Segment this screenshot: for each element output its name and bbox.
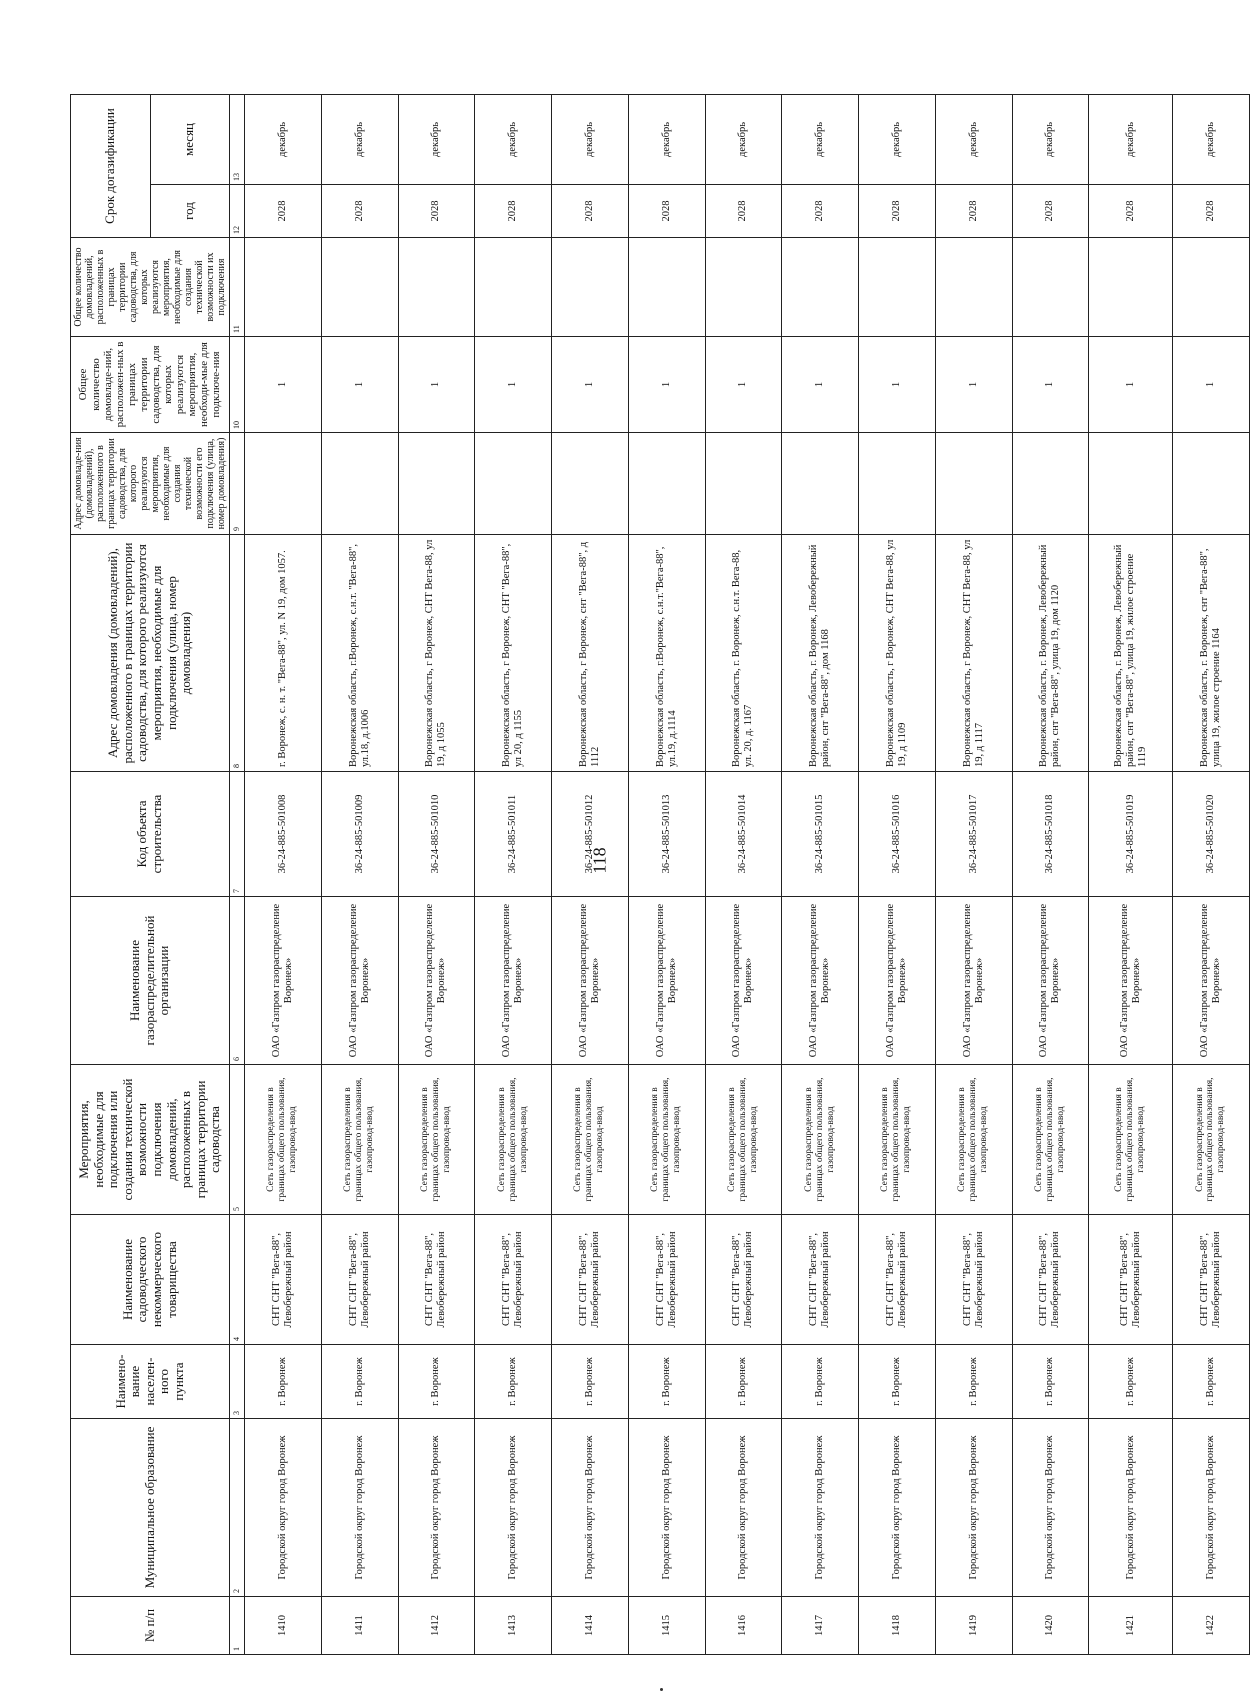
cell-snt: СНТ СНТ "Вега-88", Левобережный район [935,1215,1012,1345]
cell-month: декабрь [321,95,398,185]
cell-code: 36-24-885-501009 [321,772,398,897]
cell-measures: Сеть газораспределения в границах общего пользования, газопровод-ввод [705,1065,782,1215]
page-number: 118 [589,847,610,874]
cell-address2 [552,433,629,535]
cell-address: Воронежская область, г. Воронеж, Левобережный район, снт "Вега-88", улица 19, жилое строение 1119 [1089,535,1173,772]
cell-num: 1416 [705,1597,782,1655]
cell-month: декабрь [245,95,322,185]
cell-month: декабрь [935,95,1012,185]
cell-gdo: ОАО «Газпром газораспределение Воронеж» [1172,897,1249,1065]
cell-municipality: Городской округ город Воронеж [705,1419,782,1597]
cell-settlement: г. Воронеж [245,1345,322,1419]
cell-month: декабрь [398,95,475,185]
header-municipality: Муниципальное образование [71,1419,230,1597]
cell-settlement: г. Воронеж [475,1345,552,1419]
column-number: 3 [230,1345,245,1419]
cell-address2 [245,433,322,535]
cell-settlement: г. Воронеж [628,1345,705,1419]
cell-month: декабрь [859,95,936,185]
cell-gdo: ОАО «Газпром газораспределение Воронеж» [935,897,1012,1065]
cell-code: 36-24-885-501014 [705,772,782,897]
cell-total1: 1 [859,337,936,433]
table-row [475,95,552,1655]
cell-year: 2028 [859,185,936,238]
cell-year: 2028 [935,185,1012,238]
header-measures: Мероприятия, необходимые для подключения или создания технической возможности подключения домовладений, расположенных в границах территории садоводства [71,1065,230,1215]
header-snt: Наименование садоводческого некоммерческого товарищества [71,1215,230,1345]
cell-num: 1421 [1089,1597,1173,1655]
cell-measures: Сеть газораспределения в границах общего пользования, газопровод-ввод [1089,1065,1173,1215]
cell-gdo: ОАО «Газпром газораспределение Воронеж» [705,897,782,1065]
cell-gdo: ОАО «Газпром газораспределение Воронеж» [321,897,398,1065]
cell-settlement: г. Воронеж [1172,1345,1249,1419]
cell-year: 2028 [782,185,859,238]
cell-address: Воронежская область, г. Воронеж, Левобережный район, снт "Вега-88", дом 1168 [782,535,859,772]
cell-measures: Сеть газораспределения в границах общего пользования, газопровод-ввод [1172,1065,1249,1215]
cell-total2 [935,238,1012,337]
cell-snt: СНТ СНТ "Вега-88", Левобережный район [1012,1215,1089,1345]
table-row [782,95,859,1655]
cell-year: 2028 [552,185,629,238]
cell-month: декабрь [705,95,782,185]
header-term: Срок догазификации [71,95,151,238]
cell-address: Воронежская область, г.Воронеж, с.н.т."Вега-88", ул.19, д.1114 [628,535,705,772]
cell-settlement: г. Воронеж [782,1345,859,1419]
cell-gdo: ОАО «Газпром газораспределение Воронеж» [475,897,552,1065]
cell-total1: 1 [245,337,322,433]
cell-municipality: Городской округ город Воронеж [782,1419,859,1597]
cell-measures: Сеть газораспределения в границах общего пользования, газопровод-ввод [321,1065,398,1215]
column-number: 10 [230,337,245,433]
cell-code: 36-24-885-501018 [1012,772,1089,897]
cell-address2 [398,433,475,535]
cell-gdo: ОАО «Газпром газораспределение Воронеж» [782,897,859,1065]
cell-snt: СНТ СНТ "Вега-88", Левобережный район [628,1215,705,1345]
table-row [628,95,705,1655]
cell-year: 2028 [321,185,398,238]
table-row [552,95,629,1655]
cell-total2 [628,238,705,337]
header-row [71,95,151,1655]
cell-total1: 1 [935,337,1012,433]
cell-month: декабрь [1089,95,1173,185]
table-row [935,95,1012,1655]
cell-year: 2028 [1172,185,1249,238]
cell-municipality: Городской округ город Воронеж [859,1419,936,1597]
cell-num: 1414 [552,1597,629,1655]
cell-snt: СНТ СНТ "Вега-88", Левобережный район [705,1215,782,1345]
cell-gdo: ОАО «Газпром газораспределение Воронеж» [552,897,629,1065]
cell-address: Воронежская область, г. Воронеж, Левобережный район, снт "Вега-88", улица 19, дом 1120 [1012,535,1089,772]
cell-code: 36-24-885-501008 [245,772,322,897]
cell-month: декабрь [552,95,629,185]
cell-address2 [628,433,705,535]
cell-measures: Сеть газораспределения в границах общего пользования, газопровод-ввод [935,1065,1012,1215]
cell-total1: 1 [1012,337,1089,433]
cell-num: 1410 [245,1597,322,1655]
cell-num: 1415 [628,1597,705,1655]
header-address: Адрес домовладения (домовладений), расположенного в границах территории садоводства, для которого реализуются мероприятия, необходимые для подключения (улица, номер домовладения) [71,535,230,772]
cell-address2 [782,433,859,535]
cell-settlement: г. Воронеж [705,1345,782,1419]
cell-gdo: ОАО «Газпром газораспределение Воронеж» [245,897,322,1065]
cell-address2 [1012,433,1089,535]
scan-dot [660,1688,663,1691]
cell-address: Воронежская область, г Воронеж, СНТ Вега-88, ул 19, д 1117 [935,535,1012,772]
cell-total1: 1 [475,337,552,433]
cell-address2 [475,433,552,535]
cell-address2 [1089,433,1173,535]
cell-municipality: Городской округ город Воронеж [398,1419,475,1597]
cell-total1: 1 [705,337,782,433]
cell-year: 2028 [1089,185,1173,238]
header-total-tech: Общее количество домовладений, расположенных в границах территории садоводства, для которых реализуются мероприятия, необходимые для создания технической возможности их подключения [71,238,230,337]
table-body [245,95,1250,1655]
cell-measures: Сеть газораспределения в границах общего пользования, газопровод-ввод [859,1065,936,1215]
cell-address2 [935,433,1012,535]
cell-num: 1417 [782,1597,859,1655]
cell-year: 2028 [398,185,475,238]
cell-num: 1412 [398,1597,475,1655]
column-number: 9 [230,433,245,535]
cell-measures: Сеть газораспределения в границах общего пользования, газопровод-ввод [475,1065,552,1215]
cell-address: Воронежская область, г Воронеж, СНТ "Вега-88", ул 20, д 1155 [475,535,552,772]
cell-address: Воронежская область, г Воронеж, СНТ Вега-88, ул 19, д 1109 [859,535,936,772]
cell-total1: 1 [628,337,705,433]
cell-measures: Сеть газораспределения в границах общего пользования, газопровод-ввод [628,1065,705,1215]
cell-snt: СНТ СНТ "Вега-88", Левобережный район [245,1215,322,1345]
header-address-tech: Адрес домовладе-ния (домовладений), расположенного в границах территории садоводства, для которого реализуются мероприятия, необходимые для создания технической возможности его подключения (улица, номер домовладения) [71,433,230,535]
cell-total2 [552,238,629,337]
header-year: год [150,185,230,238]
cell-year: 2028 [245,185,322,238]
cell-address: Воронежская область, г Воронеж, снт "Вега-88", д 1112 [552,535,629,772]
table-row [245,95,322,1655]
cell-total2 [705,238,782,337]
column-number: 1 [230,1597,245,1655]
cell-measures: Сеть газораспределения в границах общего пользования, газопровод-ввод [245,1065,322,1215]
cell-total1: 1 [321,337,398,433]
gasification-table [70,94,1250,1655]
cell-total1: 1 [398,337,475,433]
column-number: 2 [230,1419,245,1597]
cell-municipality: Городской округ город Воронеж [552,1419,629,1597]
cell-municipality: Городской округ город Воронеж [628,1419,705,1597]
cell-code: 36-24-885-501017 [935,772,1012,897]
cell-gdo: ОАО «Газпром газораспределение Воронеж» [859,897,936,1065]
cell-measures: Сеть газораспределения в границах общего пользования, газопровод-ввод [398,1065,475,1215]
cell-code: 36-24-885-501011 [475,772,552,897]
cell-gdo: ОАО «Газпром газораспределение Воронеж» [1012,897,1089,1065]
cell-address2 [859,433,936,535]
cell-snt: СНТ СНТ "Вега-88", Левобережный район [859,1215,936,1345]
table-row [1172,95,1249,1655]
cell-total2 [321,238,398,337]
cell-address: Воронежская область, г. Воронеж, снт "Вега-88", улица 19, жилое строение 1164 [1172,535,1249,772]
cell-municipality: Городской округ город Воронеж [321,1419,398,1597]
header-total-connect: Общее количество домовладе-ний, расположен-ных в границах территории садоводства, для которых реализуются мероприятия, необходи-мые для подключе-ния [71,337,230,433]
cell-year: 2028 [475,185,552,238]
cell-snt: СНТ СНТ "Вега-88", Левобережный район [782,1215,859,1345]
cell-total2 [1089,238,1173,337]
cell-month: декабрь [475,95,552,185]
rotated-table-wrapper [70,95,1227,1655]
column-number: 6 [230,897,245,1065]
cell-code: 36-24-885-501013 [628,772,705,897]
column-number: 13 [230,95,245,185]
column-number: 11 [230,238,245,337]
cell-total1: 1 [1089,337,1173,433]
cell-snt: СНТ СНТ "Вега-88", Левобережный район [1172,1215,1249,1345]
cell-num: 1422 [1172,1597,1249,1655]
table-row [705,95,782,1655]
cell-municipality: Городской округ город Воронеж [1172,1419,1249,1597]
cell-code: 36-24-885-501012 [552,772,629,897]
cell-year: 2028 [705,185,782,238]
cell-total1: 1 [1172,337,1249,433]
cell-month: декабрь [1012,95,1089,185]
cell-num: 1418 [859,1597,936,1655]
column-number: 5 [230,1065,245,1215]
cell-total2 [859,238,936,337]
cell-settlement: г. Воронеж [1089,1345,1173,1419]
column-number: 7 [230,772,245,897]
cell-measures: Сеть газораспределения в границах общего пользования, газопровод-ввод [782,1065,859,1215]
column-number: 4 [230,1215,245,1345]
cell-total2 [1012,238,1089,337]
cell-total2 [245,238,322,337]
column-number: 8 [230,535,245,772]
cell-total2 [782,238,859,337]
cell-settlement: г. Воронеж [552,1345,629,1419]
table-row [859,95,936,1655]
table-row [398,95,475,1655]
header-settlement: Наимено-вание населен-ного пункта [71,1345,230,1419]
cell-total1: 1 [552,337,629,433]
cell-settlement: г. Воронеж [1012,1345,1089,1419]
cell-total2 [1172,238,1249,337]
cell-address2 [705,433,782,535]
cell-snt: СНТ СНТ "Вега-88", Левобережный район [1089,1215,1173,1345]
table-row [321,95,398,1655]
cell-municipality: Городской округ город Воронеж [1012,1419,1089,1597]
cell-num: 1411 [321,1597,398,1655]
cell-municipality: Городской округ город Воронеж [245,1419,322,1597]
cell-gdo: ОАО «Газпром газораспределение Воронеж» [1089,897,1173,1065]
cell-settlement: г. Воронеж [398,1345,475,1419]
cell-address: Воронежская область, г.Воронеж, с.н.т. "Вега-88", ул.18, д.1006 [321,535,398,772]
cell-address: Воронежская область, г. Воронеж, с.н.т. Вега-88, ул. 20, д. 1167 [705,535,782,772]
cell-code: 36-24-885-501016 [859,772,936,897]
cell-snt: СНТ СНТ "Вега-88", Левобережный район [475,1215,552,1345]
cell-num: 1420 [1012,1597,1089,1655]
cell-address2 [321,433,398,535]
cell-settlement: г. Воронеж [321,1345,398,1419]
cell-num: 1413 [475,1597,552,1655]
cell-month: декабрь [782,95,859,185]
header-code: Код объекта строительства [71,772,230,897]
column-number: 12 [230,185,245,238]
cell-measures: Сеть газораспределения в границах общего пользования, газопровод-ввод [552,1065,629,1215]
cell-snt: СНТ СНТ "Вега-88", Левобережный район [552,1215,629,1345]
cell-settlement: г. Воронеж [859,1345,936,1419]
cell-code: 36-24-885-501010 [398,772,475,897]
cell-code: 36-24-885-501019 [1089,772,1173,897]
cell-year: 2028 [628,185,705,238]
table-row [1012,95,1089,1655]
cell-municipality: Городской округ город Воронеж [1089,1419,1173,1597]
header-month: месяц [150,95,230,185]
cell-municipality: Городской округ город Воронеж [475,1419,552,1597]
cell-gdo: ОАО «Газпром газораспределение Воронеж» [628,897,705,1065]
cell-address2 [1172,433,1249,535]
cell-snt: СНТ СНТ "Вега-88", Левобережный район [321,1215,398,1345]
cell-num: 1419 [935,1597,1012,1655]
cell-month: декабрь [628,95,705,185]
cell-gdo: ОАО «Газпром газораспределение Воронеж» [398,897,475,1065]
cell-month: декабрь [1172,95,1249,185]
cell-code: 36-24-885-501015 [782,772,859,897]
cell-year: 2028 [1012,185,1089,238]
cell-code: 36-24-885-501020 [1172,772,1249,897]
cell-address: г. Воронеж, с. н. т. "Вега-88", ул. N 19, дом 1057. [245,535,322,772]
cell-total2 [398,238,475,337]
cell-address: Воронежская область, г Воронеж, СНТ Вега-88, ул 19, д 1055 [398,535,475,772]
cell-measures: Сеть газораспределения в границах общего пользования, газопровод-ввод [1012,1065,1089,1215]
cell-municipality: Городской округ город Воронеж [935,1419,1012,1597]
cell-snt: СНТ СНТ "Вега-88", Левобережный район [398,1215,475,1345]
header-gdo: Наименование газораспределительной организации [71,897,230,1065]
column-numbers-row [230,95,245,1655]
cell-total2 [475,238,552,337]
cell-total1: 1 [782,337,859,433]
header-num: № п/п [71,1597,230,1655]
table-row [1089,95,1173,1655]
cell-settlement: г. Воронеж [935,1345,1012,1419]
